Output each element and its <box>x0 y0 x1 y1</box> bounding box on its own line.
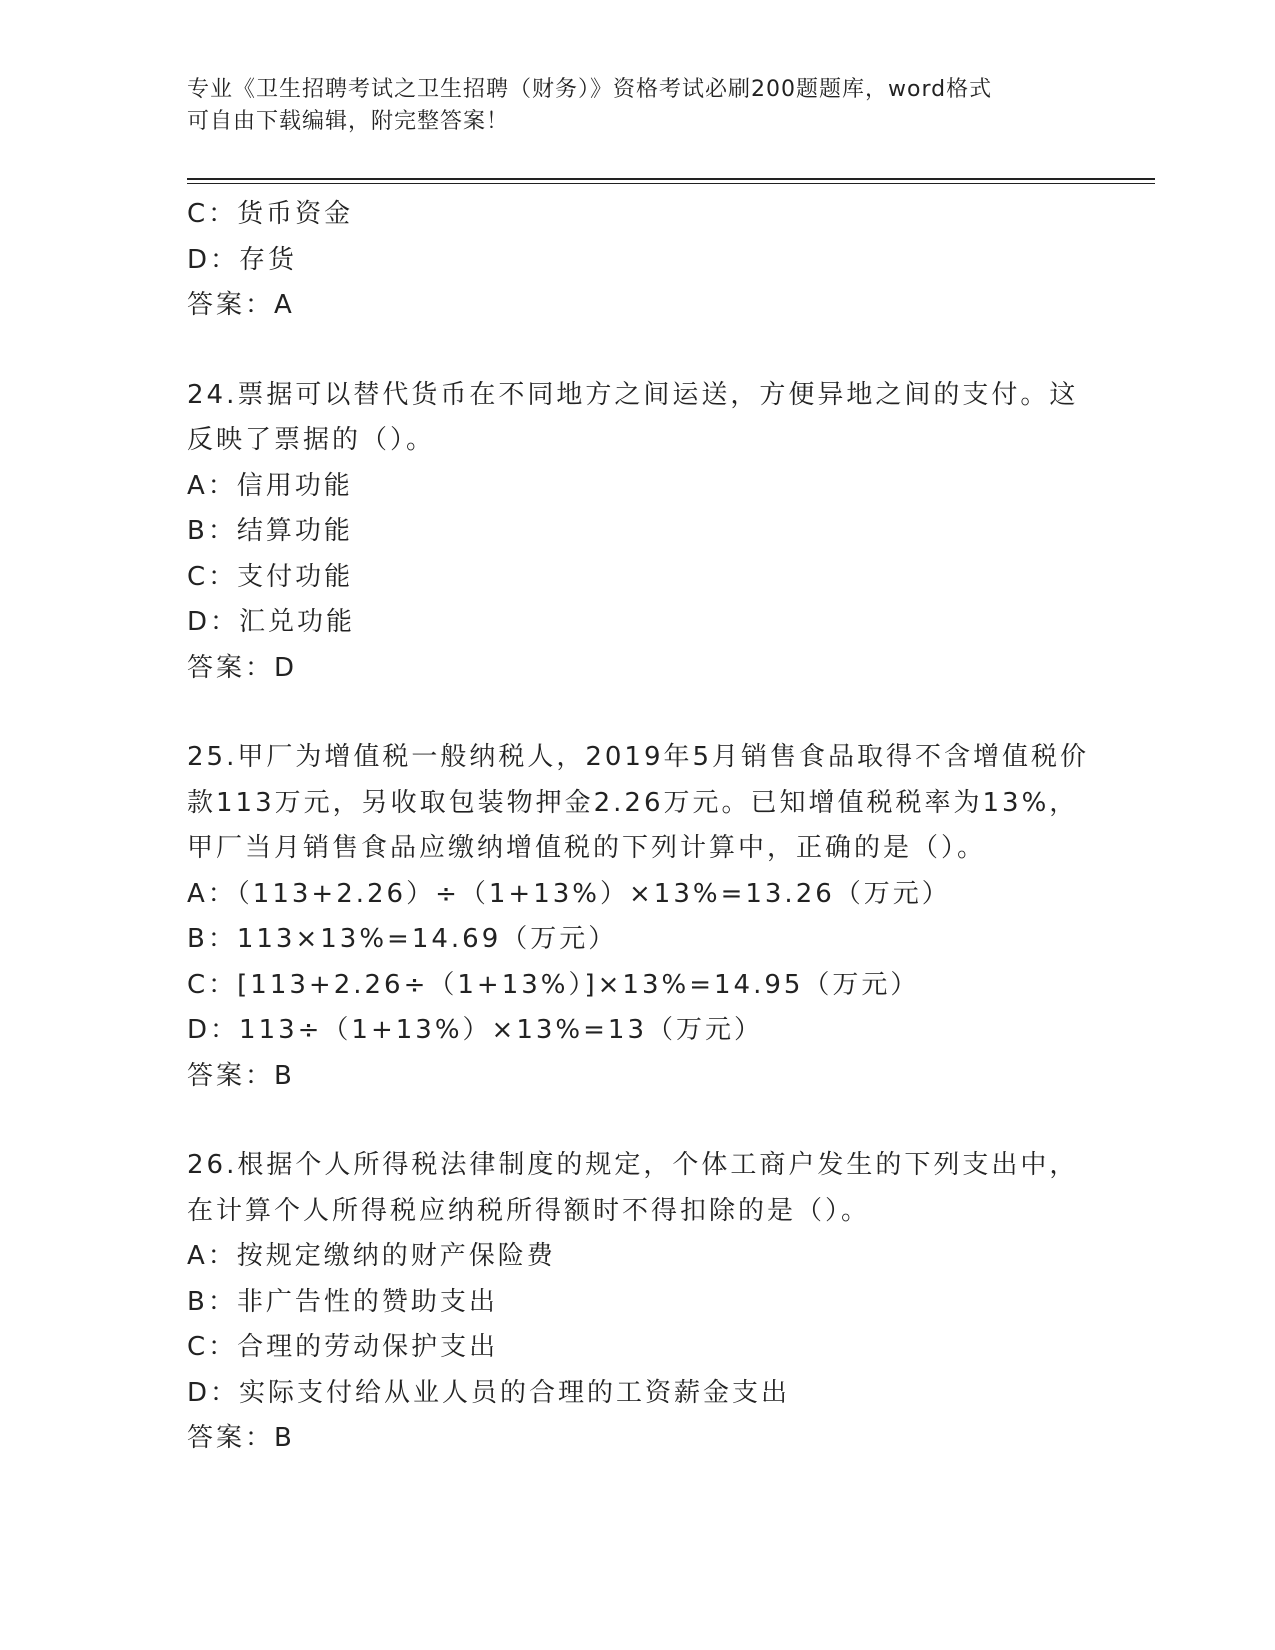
question-25-block <box>187 735 1090 1099</box>
q25-answer: 答案：B <box>187 1060 295 1091</box>
q25-option-b: B：113×13%=14.69（万元） <box>187 924 618 954</box>
header-line-2: 可自由下载编辑，附完整答案！ <box>187 109 510 134</box>
q25-option-d: D：113÷（1+13%）×13%=13（万元） <box>187 1015 763 1045</box>
q25-stem-line-2: 款113万元，另收取包装物押金2.26万元。已知增值税税率为13%， <box>187 787 1079 818</box>
q26-stem-line-1: 26.根据个人所得税法律制度的规定，个体工商户发生的下列支出中， <box>187 1150 1079 1180</box>
q24-answer: 答案：D <box>187 652 298 683</box>
question-23-block <box>187 192 1087 329</box>
q23-option-d: D：存货 <box>187 244 298 275</box>
q26-answer: 答案：B <box>187 1423 295 1453</box>
q25-stem-line-3: 甲厂当月销售食品应缴纳增值税的下列计算中，正确的是（）。 <box>187 833 987 863</box>
q24-option-c: C：支付功能 <box>187 561 354 592</box>
q25-option-c: C：[113+2.26÷（1+13%）]×13%=14.95（万元） <box>187 969 920 1000</box>
q26-option-b: B：非广告性的赞助支出 <box>187 1286 498 1317</box>
q24-stem-line-2: 反映了票据的（）。 <box>187 425 436 455</box>
q24-stem-line-1: 24.票据可以替代货币在不同地方之间运送，方便异地之间的支付。这 <box>187 379 1079 410</box>
question-list <box>187 192 1090 1462</box>
q26-option-d: D：实际支付给从业人员的合理的工资薪金支出 <box>187 1377 791 1408</box>
q23-option-c: C：货币资金 <box>187 199 354 229</box>
q23-answer: 答案：A <box>187 290 295 320</box>
header-line-1: 专业《卫生招聘考试之卫生招聘（财务）》资格考试必刷200题题库，word格式 <box>187 77 993 102</box>
q25-option-a: A：（113+2.26）÷（1+13%）×13%=13.26（万元） <box>187 878 951 909</box>
page-header <box>187 74 1067 138</box>
header-rule-thin <box>187 183 1155 184</box>
q25-stem-line-1: 25.甲厂为增值税一般纳税人，2019年5月销售食品取得不含增值税价 <box>187 742 1090 772</box>
spacer <box>187 691 1087 735</box>
header-rule-thick <box>187 178 1155 180</box>
q24-option-d: D：汇兑功能 <box>187 607 356 637</box>
q26-option-c: C：合理的劳动保护支出 <box>187 1332 499 1362</box>
q26-stem-line-2: 在计算个人所得税应纳税所得额时不得扣除的是（）。 <box>187 1195 871 1226</box>
q26-option-a: A：按规定缴纳的财产保险费 <box>187 1241 556 1271</box>
spacer <box>187 1099 1087 1143</box>
q24-option-a: A：信用功能 <box>187 470 353 501</box>
q24-option-b: B：结算功能 <box>187 516 353 546</box>
question-26-block <box>187 1143 1087 1462</box>
spacer <box>187 329 1087 373</box>
question-24-block <box>187 373 1087 692</box>
